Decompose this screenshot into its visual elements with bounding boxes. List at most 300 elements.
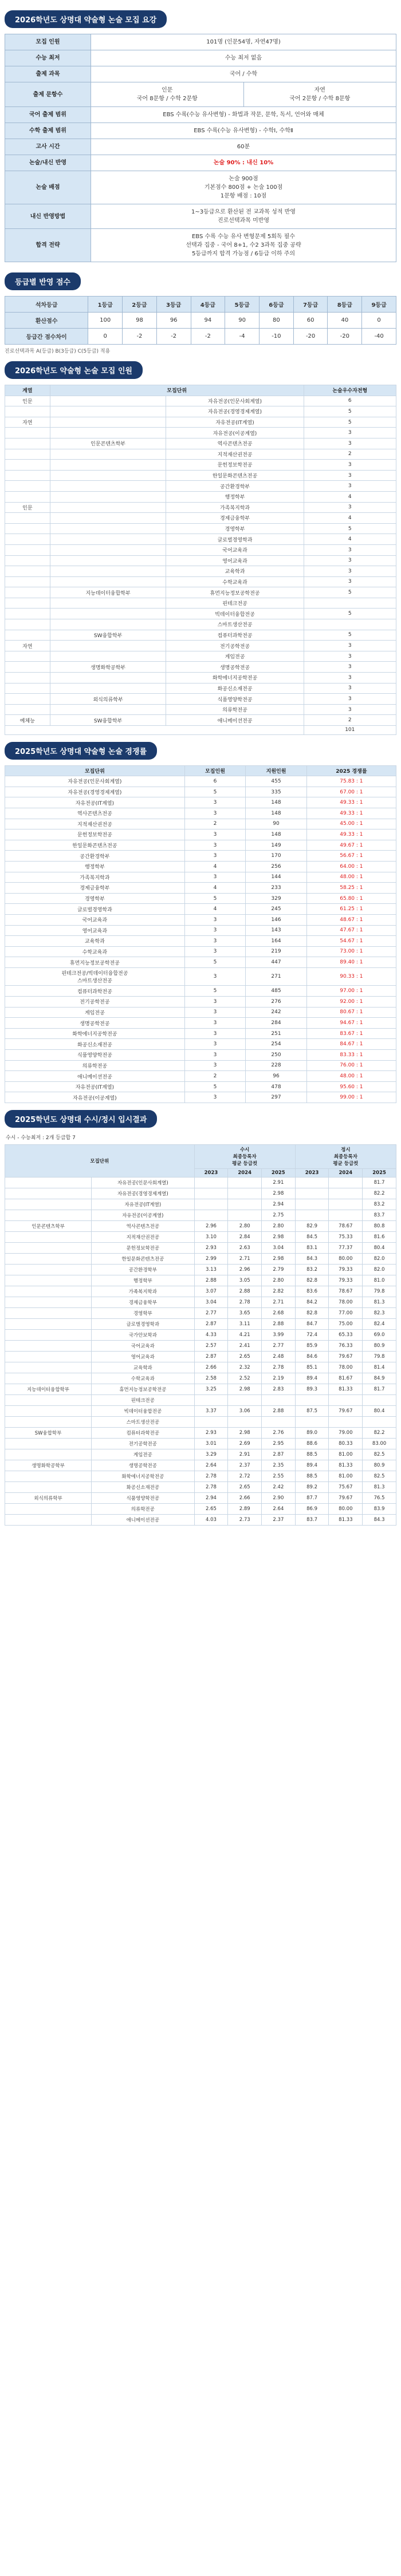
quota-unit: 지적재산권전공 xyxy=(166,449,304,460)
competition-cell: 80.67 : 1 xyxy=(306,1007,396,1018)
quota-group xyxy=(50,523,166,534)
results-cell: 2.89 xyxy=(228,1504,262,1515)
results-cell: 2.57 xyxy=(194,1341,228,1352)
quota-group: 생명화학공학부 xyxy=(50,662,166,673)
results-cell: 2.88 xyxy=(262,1319,296,1330)
results-cell: 2.48 xyxy=(262,1352,296,1362)
quota-count xyxy=(304,619,396,630)
quota-field: 예체능 xyxy=(5,715,50,726)
table-row xyxy=(5,787,396,797)
results-cell: 80.4 xyxy=(363,1243,396,1254)
results-cell xyxy=(295,1395,329,1406)
grade-cell: 7등급 xyxy=(293,297,328,313)
quota-unit: 생명공학전공 xyxy=(166,662,304,673)
results-cell: 82.5 xyxy=(363,1449,396,1460)
table-row xyxy=(5,776,396,787)
results-cell: 89.4 xyxy=(295,1373,329,1384)
results-cell: 2.76 xyxy=(262,1428,296,1439)
competition-cell: 3 xyxy=(184,1018,246,1029)
results-unit: 경영학부 xyxy=(92,1308,195,1319)
results-cell: 2.91 xyxy=(262,1178,296,1188)
results-header-row xyxy=(5,1145,396,1169)
quota-count: 3 xyxy=(304,438,396,449)
summary-label: 고사 시간 xyxy=(5,139,91,155)
table-row xyxy=(5,1018,396,1029)
results-cell: 78.67 xyxy=(329,1286,363,1297)
quota-field xyxy=(5,683,50,694)
grade-cell: 0 xyxy=(362,313,396,329)
table-row xyxy=(5,491,396,502)
results-cell: 87.7 xyxy=(295,1493,329,1504)
results-group xyxy=(5,1362,92,1373)
summary-row xyxy=(5,139,396,155)
results-cell xyxy=(228,1210,262,1221)
competition-cell: 90.33 : 1 xyxy=(306,967,396,986)
quota-group xyxy=(50,428,166,438)
quota-count: 3 xyxy=(304,502,396,513)
results-unit: 글로벌경영학과 xyxy=(92,1319,195,1330)
summary-label: 출제 과목 xyxy=(5,66,91,82)
competition-cell: 수학교육과 xyxy=(5,946,185,957)
results-cell: 84.7 xyxy=(295,1319,329,1330)
results-cell: 3.29 xyxy=(194,1449,228,1460)
results-table xyxy=(5,1144,396,1526)
competition-cell: 가족복지학과 xyxy=(5,872,185,883)
summary-label: 합격 전략 xyxy=(5,229,91,262)
quota-count: 3 xyxy=(304,576,396,587)
table-row xyxy=(5,1188,396,1199)
quota-field xyxy=(5,651,50,662)
quota-field xyxy=(5,704,50,715)
competition-cell: 3 xyxy=(184,1050,246,1061)
results-group xyxy=(5,1319,92,1330)
table-row xyxy=(5,797,396,808)
competition-cell: 89.40 : 1 xyxy=(306,957,396,968)
results-cell: 2.78 xyxy=(194,1471,228,1482)
competition-cell: 83.67 : 1 xyxy=(306,1028,396,1039)
competition-cell: 3 xyxy=(184,840,246,851)
table-row xyxy=(5,1254,396,1265)
summary-value: 1~3등급으로 환산된 전 교과목 성적 반영 진로선택과목 미반영 xyxy=(91,204,396,229)
results-unit: 빅데이터융합전공 xyxy=(92,1406,195,1417)
section-title-grades: 등급별 반영 점수 xyxy=(5,272,81,290)
table-row xyxy=(5,861,396,872)
results-cell: 82.3 xyxy=(363,1308,396,1319)
results-cell xyxy=(329,1417,363,1428)
results-cell: 2.63 xyxy=(228,1243,262,1254)
grade-cell: -2 xyxy=(191,329,225,345)
quota-group xyxy=(50,544,166,555)
results-group xyxy=(5,1504,92,1515)
summary-label: 수능 최저 xyxy=(5,50,91,66)
quota-count: 5 xyxy=(304,609,396,619)
results-cell: 2.98 xyxy=(262,1188,296,1199)
quota-count: 3 xyxy=(304,470,396,481)
results-cell: 80.4 xyxy=(363,1406,396,1417)
competition-header: 모집인원 xyxy=(184,765,246,776)
results-group: 외식의류학부 xyxy=(5,1493,92,1504)
quota-field xyxy=(5,662,50,673)
results-cell: 2.64 xyxy=(262,1504,296,1515)
results-group xyxy=(5,1308,92,1319)
results-cell: 89.4 xyxy=(295,1460,329,1471)
quota-field xyxy=(5,544,50,555)
results-group xyxy=(5,1275,92,1286)
table-row xyxy=(5,704,396,715)
results-group xyxy=(5,1232,92,1243)
table-row xyxy=(5,619,396,630)
table-row xyxy=(5,936,396,947)
competition-cell: 6 xyxy=(184,776,246,787)
results-cell: 4.33 xyxy=(194,1330,228,1341)
table-row xyxy=(5,1439,396,1449)
results-cell xyxy=(194,1395,228,1406)
quota-count: 5 xyxy=(304,587,396,598)
summary-row xyxy=(5,34,396,50)
quota-field xyxy=(5,438,50,449)
competition-cell: 경영학부 xyxy=(5,893,185,904)
results-cell: 2.19 xyxy=(262,1373,296,1384)
table-row xyxy=(5,449,396,460)
competition-cell: 49.33 : 1 xyxy=(306,808,396,819)
table-row xyxy=(5,417,396,428)
quota-field xyxy=(5,694,50,705)
table-row xyxy=(5,1319,396,1330)
results-group xyxy=(5,1243,92,1254)
results-cell: 84.3 xyxy=(295,1254,329,1265)
results-cell xyxy=(329,1178,363,1188)
table-row xyxy=(5,1007,396,1018)
quota-field xyxy=(5,555,50,566)
competition-cell: 식품영양학전공 xyxy=(5,1050,185,1061)
quota-group xyxy=(50,396,166,406)
table-row xyxy=(5,946,396,957)
results-cell: 3.07 xyxy=(194,1286,228,1297)
quota-count: 5 xyxy=(304,406,396,417)
summary-label: 논술 배점 xyxy=(5,171,91,204)
table-row xyxy=(5,470,396,481)
results-cell: 2.77 xyxy=(194,1308,228,1319)
competition-cell: 5 xyxy=(184,1081,246,1092)
quota-group xyxy=(50,513,166,524)
competition-cell: 297 xyxy=(246,1092,307,1103)
quota-unit: 전기공학전공 xyxy=(166,641,304,651)
competition-cell: 3 xyxy=(184,925,246,936)
quota-group xyxy=(50,534,166,545)
results-cell: 2.90 xyxy=(262,1493,296,1504)
results-year: 2025 xyxy=(363,1168,396,1178)
table-row xyxy=(5,1221,396,1232)
quota-unit: 의류학전공 xyxy=(166,704,304,715)
quota-unit: 게임전공 xyxy=(166,651,304,662)
results-cell: 76.5 xyxy=(363,1493,396,1504)
competition-cell: 284 xyxy=(246,1018,307,1029)
results-group xyxy=(5,1188,92,1199)
results-cell: 81.00 xyxy=(329,1449,363,1460)
summary-value: 인문 국어 8문항 / 수학 2문항 xyxy=(91,82,244,107)
results-unit: 가족복지학과 xyxy=(92,1286,195,1297)
competition-header-row xyxy=(5,765,396,776)
results-cell: 86.9 xyxy=(295,1504,329,1515)
table-row xyxy=(5,914,396,925)
results-cell: 2.93 xyxy=(194,1243,228,1254)
summary-value: EBS 수록(수능 유사변형) - 수학Ⅰ, 수학Ⅱ xyxy=(91,123,396,139)
results-cell xyxy=(363,1417,396,1428)
results-group xyxy=(5,1254,92,1265)
competition-cell: 97.00 : 1 xyxy=(306,986,396,997)
results-cell: 75.67 xyxy=(329,1482,363,1493)
results-cell: 81.00 xyxy=(329,1471,363,1482)
results-cell: 2.94 xyxy=(262,1199,296,1210)
competition-cell: 76.00 : 1 xyxy=(306,1060,396,1071)
quota-unit: 애니메이션전공 xyxy=(166,715,304,726)
table-row xyxy=(5,1406,396,1417)
results-cell: 2.83 xyxy=(262,1384,296,1395)
results-cell: 81.7 xyxy=(363,1384,396,1395)
quota-group: 지능데이터융합학부 xyxy=(50,587,166,598)
competition-cell: 94.67 : 1 xyxy=(306,1018,396,1029)
quota-group xyxy=(50,566,166,577)
results-cell: 79.8 xyxy=(363,1352,396,1362)
results-year: 2023 xyxy=(194,1168,228,1178)
results-cell: 77.37 xyxy=(329,1243,363,1254)
results-cell: 2.98 xyxy=(228,1384,262,1395)
results-cell: 81.4 xyxy=(363,1362,396,1373)
results-cell: 3.11 xyxy=(228,1319,262,1330)
results-group xyxy=(5,1515,92,1526)
results-cell: 79.33 xyxy=(329,1275,363,1286)
results-unit: 자유전공(인문사회계열) xyxy=(92,1178,195,1188)
results-cell xyxy=(295,1199,329,1210)
results-cell: 2.65 xyxy=(228,1482,262,1493)
quota-count: 3 xyxy=(304,555,396,566)
competition-cell: 75.83 : 1 xyxy=(306,776,396,787)
summary-row xyxy=(5,50,396,66)
results-cell: 83.2 xyxy=(295,1265,329,1275)
competition-cell: 45.00 : 1 xyxy=(306,819,396,829)
results-cell: 80.00 xyxy=(329,1504,363,1515)
competition-cell: 148 xyxy=(246,829,307,840)
quota-group xyxy=(50,481,166,492)
grade-cell: 90 xyxy=(225,313,260,329)
section-title-results: 2025학년도 상명대 수시/정시 입시결과 xyxy=(5,1110,157,1128)
quota-count: 5 xyxy=(304,417,396,428)
table-row xyxy=(5,872,396,883)
results-cell: 80.9 xyxy=(363,1341,396,1352)
quota-field xyxy=(5,630,50,641)
results-group: 인문콘텐츠학부 xyxy=(5,1221,92,1232)
results-cell: 2.35 xyxy=(262,1460,296,1471)
table-row xyxy=(5,1071,396,1082)
grade-cell: 60 xyxy=(293,313,328,329)
table-row xyxy=(5,1352,396,1362)
table-row xyxy=(5,396,396,406)
results-group xyxy=(5,1199,92,1210)
quota-group: SW융합학부 xyxy=(50,630,166,641)
results-cell xyxy=(363,1395,396,1406)
results-cell: 88.5 xyxy=(295,1471,329,1482)
competition-cell: 애니메이션전공 xyxy=(5,1071,185,1082)
summary-row xyxy=(5,66,396,82)
summary-row xyxy=(5,107,396,123)
results-cell: 2.79 xyxy=(262,1265,296,1275)
summary-value: 국어 / 수학 xyxy=(91,66,396,82)
table-row xyxy=(5,1417,396,1428)
quota-field xyxy=(5,673,50,683)
results-unit: 지적재산권전공 xyxy=(92,1232,195,1243)
quota-field xyxy=(5,566,50,577)
results-group xyxy=(5,1286,92,1297)
quota-count: 3 xyxy=(304,481,396,492)
results-cell: 2.68 xyxy=(262,1308,296,1319)
results-cell: 3.65 xyxy=(228,1308,262,1319)
results-cell xyxy=(228,1395,262,1406)
results-unit: 컴퓨터과학전공 xyxy=(92,1428,195,1439)
results-unit: 경제금융학부 xyxy=(92,1297,195,1308)
quota-total-row xyxy=(5,726,396,735)
competition-cell: 84.67 : 1 xyxy=(306,1039,396,1050)
competition-cell: 2 xyxy=(184,819,246,829)
grade-cell: 2등급 xyxy=(123,297,157,313)
results-unit: 문헌정보학전공 xyxy=(92,1243,195,1254)
competition-cell: 485 xyxy=(246,986,307,997)
results-cell xyxy=(329,1199,363,1210)
table-row xyxy=(5,1493,396,1504)
results-cell xyxy=(295,1210,329,1221)
grade-label: 석차등급 xyxy=(5,297,88,313)
competition-cell: 화공신소재전공 xyxy=(5,1039,185,1050)
table-row xyxy=(5,438,396,449)
quota-unit: 가족복지학과 xyxy=(166,502,304,513)
results-unit: 한일문화콘텐츠전공 xyxy=(92,1254,195,1265)
results-cell: 82.0 xyxy=(363,1265,396,1275)
results-group: 생명화학공학부 xyxy=(5,1460,92,1471)
results-group xyxy=(5,1417,92,1428)
results-cell: 2.69 xyxy=(228,1439,262,1449)
table-row xyxy=(5,662,396,673)
results-cell: 85.1 xyxy=(295,1362,329,1373)
results-cell: 3.04 xyxy=(262,1243,296,1254)
results-cell: 82.4 xyxy=(363,1319,396,1330)
quota-group xyxy=(50,417,166,428)
summary-label: 내신 반영방법 xyxy=(5,204,91,229)
results-group xyxy=(5,1471,92,1482)
results-cell: 83.9 xyxy=(363,1504,396,1515)
summary-value: 수능 최저 없음 xyxy=(91,50,396,66)
table-row xyxy=(5,1050,396,1061)
table-row xyxy=(5,523,396,534)
results-cell: 88.6 xyxy=(295,1439,329,1449)
quota-unit: 공간환경학부 xyxy=(166,481,304,492)
quota-header-row xyxy=(5,385,396,396)
results-group xyxy=(5,1406,92,1417)
summary-row xyxy=(5,123,396,139)
competition-table xyxy=(5,765,396,1103)
competition-cell: 228 xyxy=(246,1060,307,1071)
table-row xyxy=(5,715,396,726)
competition-cell: 3 xyxy=(184,872,246,883)
results-cell: 82.8 xyxy=(295,1308,329,1319)
grade-cell: 8등급 xyxy=(328,297,362,313)
results-cell: 2.84 xyxy=(228,1232,262,1243)
competition-cell: 67.00 : 1 xyxy=(306,787,396,797)
table-row xyxy=(5,1297,396,1308)
competition-cell: 276 xyxy=(246,997,307,1008)
results-cell: 2.75 xyxy=(262,1210,296,1221)
results-cell: 82.0 xyxy=(363,1254,396,1265)
table-row xyxy=(5,1286,396,1297)
results-cell: 79.67 xyxy=(329,1406,363,1417)
results-cell: 69.0 xyxy=(363,1330,396,1341)
results-cell: 81.7 xyxy=(363,1178,396,1188)
results-cell: 81.0 xyxy=(363,1275,396,1286)
results-cell: 82.2 xyxy=(363,1188,396,1199)
results-cell: 78.00 xyxy=(329,1297,363,1308)
table-row xyxy=(5,555,396,566)
results-cell: 3.04 xyxy=(194,1297,228,1308)
results-group xyxy=(5,1449,92,1460)
competition-cell: 3 xyxy=(184,1092,246,1103)
table-row xyxy=(5,651,396,662)
quota-group xyxy=(50,598,166,609)
grade-row xyxy=(5,313,396,329)
competition-cell: 170 xyxy=(246,851,307,862)
results-unit: 휴먼지능정보공학전공 xyxy=(92,1384,195,1395)
results-cell xyxy=(194,1188,228,1199)
competition-cell: 3 xyxy=(184,797,246,808)
competition-cell: 47.67 : 1 xyxy=(306,925,396,936)
competition-cell: 144 xyxy=(246,872,307,883)
grade-cell: -20 xyxy=(328,329,362,345)
quota-unit: 경영학부 xyxy=(166,523,304,534)
results-note: 수시 - 수능최저 : 2개 등급합 7 xyxy=(6,1135,76,1141)
quota-header: 계열 xyxy=(5,385,50,396)
quota-group xyxy=(50,555,166,566)
results-cell: 2.80 xyxy=(262,1221,296,1232)
competition-cell: 149 xyxy=(246,840,307,851)
results-cell: 81.33 xyxy=(329,1515,363,1526)
results-group xyxy=(5,1297,92,1308)
quota-group xyxy=(50,683,166,694)
competition-cell: 335 xyxy=(246,787,307,797)
results-cell: 81.33 xyxy=(329,1384,363,1395)
competition-cell: 3 xyxy=(184,914,246,925)
grade-cell: 1등급 xyxy=(88,297,123,313)
table-row xyxy=(5,1504,396,1515)
results-group xyxy=(5,1373,92,1384)
table-row xyxy=(5,1199,396,1210)
quota-field: 자연 xyxy=(5,417,50,428)
results-unit: 화공신소재전공 xyxy=(92,1482,195,1493)
results-cell: 2.95 xyxy=(262,1439,296,1449)
competition-header: 2025 경쟁률 xyxy=(306,765,396,776)
quota-count: 2 xyxy=(304,449,396,460)
quota-count: 3 xyxy=(304,704,396,715)
results-cell: 2.37 xyxy=(262,1515,296,1526)
competition-cell: 254 xyxy=(246,1039,307,1050)
table-row xyxy=(5,1515,396,1526)
results-cell xyxy=(262,1417,296,1428)
results-cell: 4.21 xyxy=(228,1330,262,1341)
competition-cell: 자유전공(인문사회계열) xyxy=(5,776,185,787)
quota-field xyxy=(5,491,50,502)
quota-group xyxy=(50,673,166,683)
table-row xyxy=(5,406,396,417)
quota-count: 3 xyxy=(304,694,396,705)
results-cell: 2.52 xyxy=(228,1373,262,1384)
results-cell: 2.78 xyxy=(228,1297,262,1308)
grade-table xyxy=(5,296,396,345)
